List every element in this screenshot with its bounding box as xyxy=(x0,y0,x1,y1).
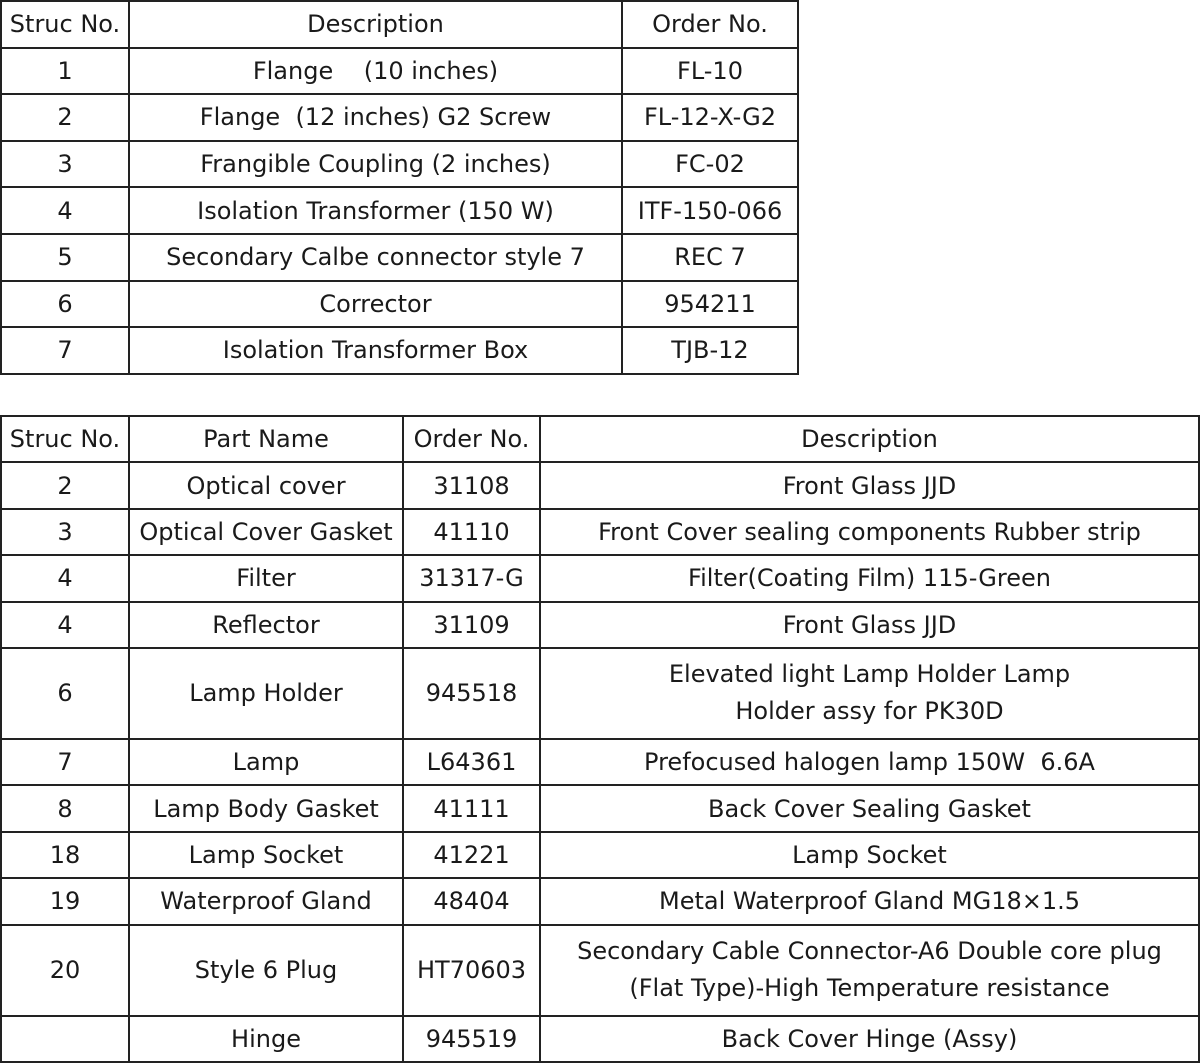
table-row xyxy=(1,648,1199,739)
column-header-order-no: Order No. xyxy=(403,416,540,462)
parts-table-2 xyxy=(0,415,1200,1063)
cell-struc-no: 18 xyxy=(1,832,129,878)
cell-order-no: 945519 xyxy=(403,1016,540,1062)
column-header-description: Description xyxy=(129,1,622,48)
column-header-struc-no: Struc No. xyxy=(1,416,129,462)
cell-struc-no: 3 xyxy=(1,141,129,188)
cell-description: Elevated light Lamp Holder Lamp Holder assy for PK30D xyxy=(540,648,1199,739)
table-row xyxy=(1,509,1199,555)
cell-struc-no: 3 xyxy=(1,509,129,555)
table-row xyxy=(1,281,798,328)
cell-order-no: 945518 xyxy=(403,648,540,739)
table-row xyxy=(1,462,1199,508)
cell-struc-no: 4 xyxy=(1,555,129,601)
cell-order-no: FC-02 xyxy=(622,141,798,188)
cell-struc-no: 6 xyxy=(1,281,129,328)
cell-struc-no: 7 xyxy=(1,327,129,374)
cell-description: Frangible Coupling (2 inches) xyxy=(129,141,622,188)
cell-order-no: 31109 xyxy=(403,602,540,648)
column-header-part-name: Part Name xyxy=(129,416,403,462)
cell-description: Front Cover sealing components Rubber strip xyxy=(540,509,1199,555)
table-row xyxy=(1,555,1199,601)
cell-order-no: HT70603 xyxy=(403,925,540,1016)
column-header-description: Description xyxy=(540,416,1199,462)
table-row xyxy=(1,925,1199,1016)
cell-struc-no: 2 xyxy=(1,94,129,141)
column-header-struc-no: Struc No. xyxy=(1,1,129,48)
cell-order-no: 954211 xyxy=(622,281,798,328)
cell-description: Filter(Coating Film) 115-Green xyxy=(540,555,1199,601)
table-row xyxy=(1,1016,1199,1062)
table-row xyxy=(1,602,1199,648)
cell-part-name: Style 6 Plug xyxy=(129,925,403,1016)
cell-order-no: REC 7 xyxy=(622,234,798,281)
cell-order-no: FL-12-X-G2 xyxy=(622,94,798,141)
cell-struc-no: 4 xyxy=(1,187,129,234)
cell-part-name: Waterproof Gland xyxy=(129,878,403,924)
cell-order-no: 41111 xyxy=(403,785,540,831)
cell-description: Lamp Socket xyxy=(540,832,1199,878)
cell-part-name: Lamp xyxy=(129,739,403,785)
table-row xyxy=(1,94,798,141)
cell-part-name: Reflector xyxy=(129,602,403,648)
cell-part-name: Optical cover xyxy=(129,462,403,508)
cell-struc-no: 5 xyxy=(1,234,129,281)
cell-description: Secondary Cable Connector-A6 Double core plug (Flat Type)-High Temperature resistance xyxy=(540,925,1199,1016)
cell-order-no: 48404 xyxy=(403,878,540,924)
cell-order-no: 41110 xyxy=(403,509,540,555)
cell-order-no: FL-10 xyxy=(622,48,798,95)
table-row xyxy=(1,187,798,234)
cell-description: Back Cover Hinge (Assy) xyxy=(540,1016,1199,1062)
table-row xyxy=(1,785,1199,831)
cell-description: Front Glass JJD xyxy=(540,602,1199,648)
cell-struc-no xyxy=(1,1016,129,1062)
cell-description: Flange (10 inches) xyxy=(129,48,622,95)
cell-part-name: Lamp Holder xyxy=(129,648,403,739)
cell-order-no: TJB-12 xyxy=(622,327,798,374)
cell-description: Isolation Transformer (150 W) xyxy=(129,187,622,234)
cell-order-no: 31108 xyxy=(403,462,540,508)
cell-description: Isolation Transformer Box xyxy=(129,327,622,374)
cell-part-name: Filter xyxy=(129,555,403,601)
cell-description: Front Glass JJD xyxy=(540,462,1199,508)
parts-table-1 xyxy=(0,0,799,375)
cell-order-no: ITF-150-066 xyxy=(622,187,798,234)
table-row xyxy=(1,234,798,281)
cell-part-name: Lamp Body Gasket xyxy=(129,785,403,831)
cell-order-no: L64361 xyxy=(403,739,540,785)
table-row xyxy=(1,327,798,374)
cell-part-name: Optical Cover Gasket xyxy=(129,509,403,555)
cell-part-name: Lamp Socket xyxy=(129,832,403,878)
cell-struc-no: 8 xyxy=(1,785,129,831)
cell-struc-no: 6 xyxy=(1,648,129,739)
table-row xyxy=(1,739,1199,785)
cell-description: Metal Waterproof Gland MG18×1.5 xyxy=(540,878,1199,924)
cell-description: Prefocused halogen lamp 150W 6.6A xyxy=(540,739,1199,785)
cell-struc-no: 4 xyxy=(1,602,129,648)
column-header-order-no: Order No. xyxy=(622,1,798,48)
cell-description: Corrector xyxy=(129,281,622,328)
table-header-row xyxy=(1,1,798,48)
cell-struc-no: 1 xyxy=(1,48,129,95)
cell-struc-no: 2 xyxy=(1,462,129,508)
cell-struc-no: 20 xyxy=(1,925,129,1016)
cell-order-no: 31317-G xyxy=(403,555,540,601)
cell-description: Back Cover Sealing Gasket xyxy=(540,785,1199,831)
cell-description: Secondary Calbe connector style 7 xyxy=(129,234,622,281)
table-row xyxy=(1,48,798,95)
cell-struc-no: 7 xyxy=(1,739,129,785)
cell-struc-no: 19 xyxy=(1,878,129,924)
table-header-row xyxy=(1,416,1199,462)
cell-description: Flange (12 inches) G2 Screw xyxy=(129,94,622,141)
table-row xyxy=(1,141,798,188)
cell-order-no: 41221 xyxy=(403,832,540,878)
table-row xyxy=(1,832,1199,878)
cell-part-name: Hinge xyxy=(129,1016,403,1062)
table-row xyxy=(1,878,1199,924)
